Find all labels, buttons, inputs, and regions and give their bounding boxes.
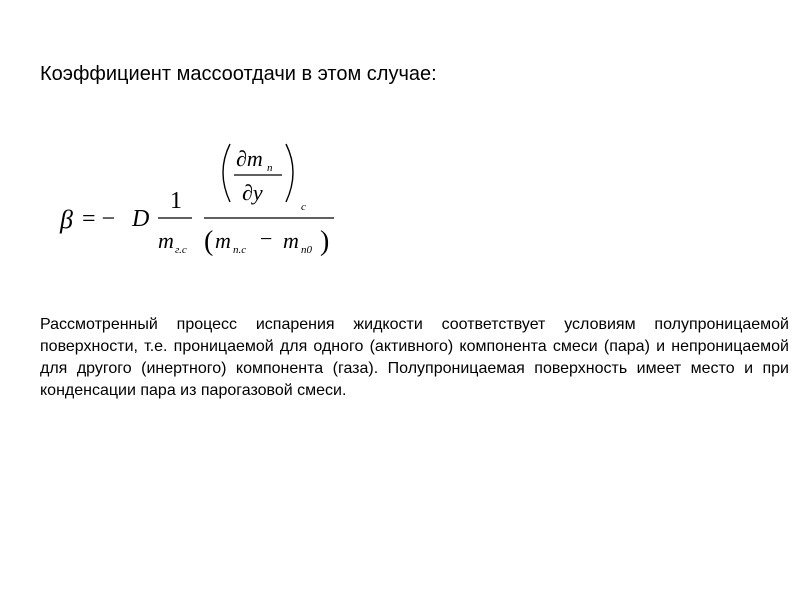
formula-equals-minus: = − <box>82 206 116 232</box>
formula-left-paren-big <box>223 144 230 202</box>
formula-right-paren-big <box>286 144 293 202</box>
formula-paren-close: ) <box>320 226 330 257</box>
formula-m-p0: m <box>283 228 299 253</box>
formula-sub-c: c <box>301 201 306 213</box>
formula-paren-open: ( <box>204 226 214 257</box>
body-paragraph: Рассмотренный процесс испарения жидкости соответствует условиям полупроницаемой поверхности, т.е. проницаемой для одного (активного) компонента смеси (пара) и непроницаемой для другого (инертного) компонента (газа). Полупроницаемая поверхность имеет место и при конденсации пара из парогазовой смеси. <box>40 316 789 399</box>
formula-sub-p0: п0 <box>301 244 312 256</box>
formula-sub-pc: п.с <box>233 244 247 256</box>
slide-heading: Коэффициент массоотдачи в этом случае: <box>40 63 437 85</box>
formula-D: D <box>132 206 150 232</box>
formula-beta: β <box>60 205 73 234</box>
formula-one: 1 <box>170 188 182 214</box>
mass-transfer-coefficient-formula <box>58 138 348 268</box>
formula-m-gc: m <box>158 228 174 253</box>
formula-minus: − <box>260 226 273 251</box>
formula-sub-n: п <box>267 162 273 174</box>
formula-dy: ∂y <box>242 180 263 205</box>
formula-sub-gc: г.с <box>175 244 187 256</box>
formula-m-pc: m <box>215 228 231 253</box>
formula-dm: ∂m <box>236 146 263 171</box>
